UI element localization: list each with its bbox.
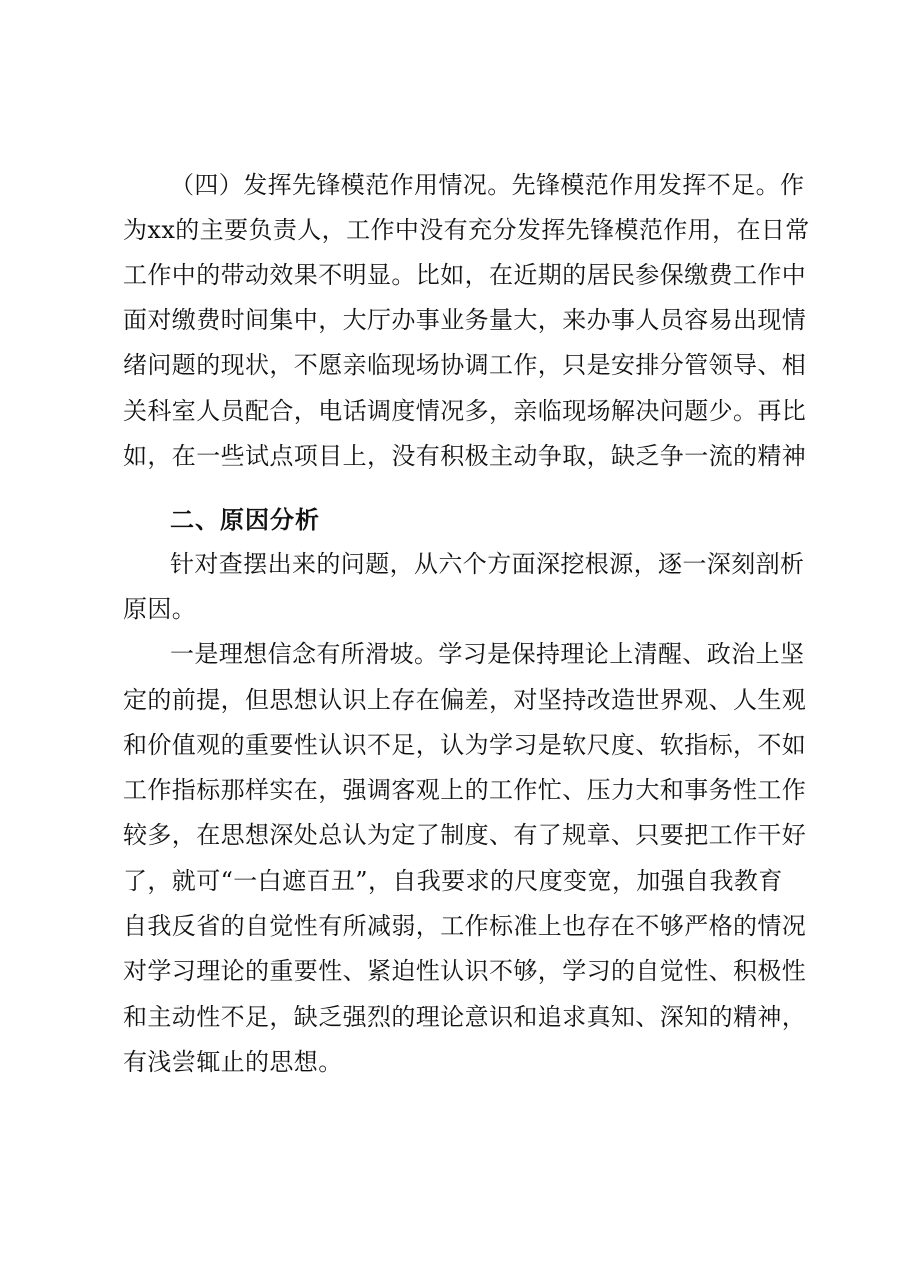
reason-one-line-6: 了，就可“一白遮百丑”，自我要求的尺度变宽，加强自我教育 <box>123 867 783 895</box>
intro-line-1: 针对查摆出来的问题，从六个方面深挖根源，逐一深刻剖析 <box>170 550 805 578</box>
reason-one-line-7: 自我反省的自觉性有所减弱，工作标准上也存在不够严格的情况 <box>123 912 807 940</box>
reason-one-line-1: 一是理想信念有所滑坡。学习是保持理论上清醒、政治上坚 <box>170 640 805 668</box>
section-four-line-1: （四）发挥先锋模范作用情况。先锋模范作用发挥不足。作 <box>170 171 805 199</box>
section-four-line-4: 面对缴费时间集中，大厅办事业务量大，来办事人员容易出现情 <box>123 306 807 334</box>
section-heading: 二、原因分析 <box>170 506 320 534</box>
reason-one-line-10: 有浅尝辄止的思想。 <box>123 1048 343 1076</box>
reason-one-line-5: 较多，在思想深处总认为定了制度、有了规章、只要把工作干好 <box>123 821 807 849</box>
section-four-line-3: 工作中的带动效果不明显。比如，在近期的居民参保缴费工作中 <box>123 261 807 289</box>
reason-one-line-8: 对学习理论的重要性、紧迫性认识不够，学习的自觉性、积极性 <box>123 957 807 985</box>
section-four-line-2: 为xx的主要负责人，工作中没有充分发挥先锋模范作用，在日常 <box>123 216 810 244</box>
reason-one-line-3: 和价值观的重要性认识不足，认为学习是软尺度、软指标，不如 <box>123 731 807 759</box>
reason-one-line-2: 定的前提，但思想认识上存在偏差，对坚持改造世界观、人生观 <box>123 686 807 714</box>
reason-one-line-9: 和主动性不足，缺乏强烈的理论意识和追求真知、深知的精神， <box>123 1003 807 1031</box>
reason-one-line-4: 工作指标那样实在，强调客观上的工作忙、压力大和事务性工作 <box>123 776 807 804</box>
intro-line-2: 原因。 <box>123 595 197 623</box>
section-four-line-6: 关科室人员配合，电话调度情况多，亲临现场解决问题少。再比 <box>123 397 807 425</box>
section-four-line-5: 绪问题的现状，不愿亲临现场协调工作，只是安排分管领导、相 <box>123 351 807 379</box>
section-four-line-7: 如，在一些试点项目上，没有积极主动争取，缺乏争一流的精神 <box>123 442 807 470</box>
